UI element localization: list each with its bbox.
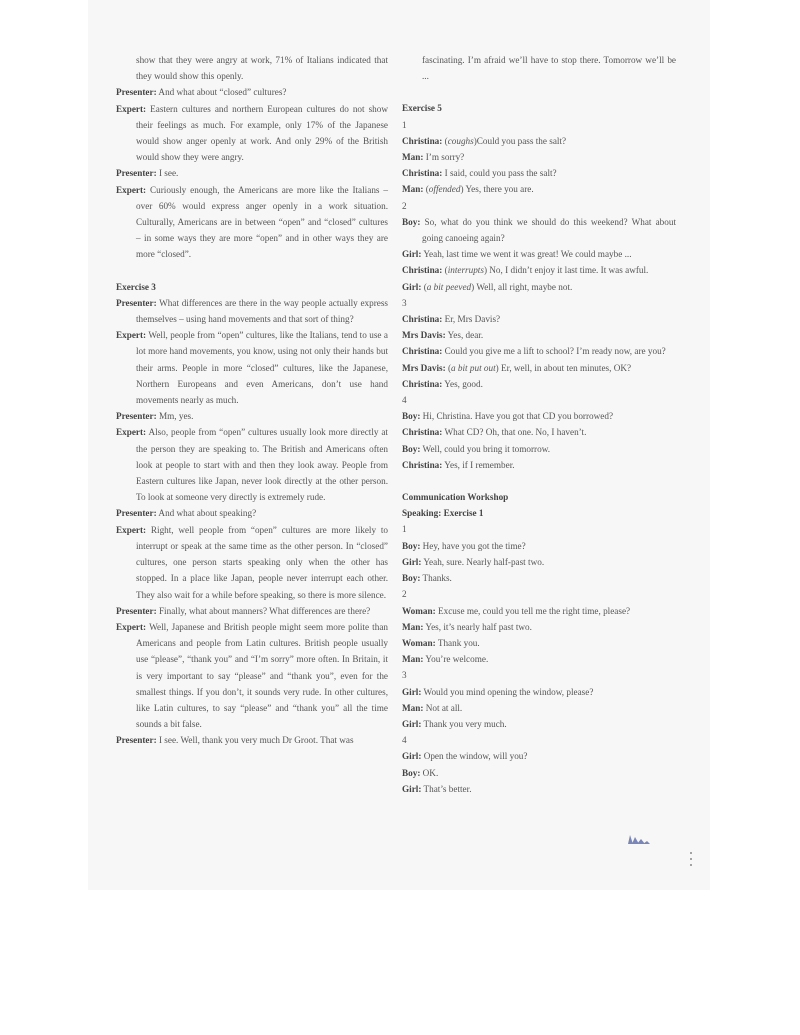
stage-direction: a bit peeved (426, 281, 472, 292)
speaker-label: Woman: (402, 637, 436, 648)
stage-direction: interrupts (447, 265, 484, 276)
dialogue-number: 1 (402, 524, 407, 535)
dialogue-line (402, 765, 676, 781)
speech-text: Eastern cultures and northern European cultures do not show their feelings as much. For example, only 17% of the Japanese would show anger openly at work. And only 29% of the British would show they were angry. (136, 103, 388, 163)
speaker-label: Mrs Davis: (402, 330, 446, 341)
dialogue-number: 3 (402, 670, 407, 681)
dialogue-line (402, 424, 676, 440)
publisher-logo-icon (627, 833, 651, 845)
dialogue-line (402, 457, 676, 473)
speaker-label: Girl: (402, 249, 422, 260)
continued-paragraph: show that they were angry at work, 71% of Italians indicated that they would show this openly. (136, 55, 388, 82)
speech-text: Well, Japanese and British people might seem more polite than Americans and people from Latin cultures. British people usually use “please”, “thank you” and “I’m sorry” more often. In Britain, it is very important to say “please” and “thank you”, even for the smallest things. If you don’t, it sounds very rude. In other cultures, like Latin cultures, to say “please” and “thank you” all the time sounds a bit false. (136, 621, 388, 730)
speaker-label: Christina: (402, 378, 443, 389)
dialogue-line (116, 522, 388, 603)
dialogue-line (402, 408, 676, 424)
speaker-label: Presenter: (116, 508, 157, 519)
speech-text: Also, people from “open” cultures usually look more directly at the person they are speaking to. The British and Americans often look at people to start with and then they look away. People from Eastern cultures like Japan, never look directly at the other person. To look at someone very directly is extremely rude. (136, 427, 388, 503)
speech-text: ) Er, well, in about ten minutes, OK? (495, 362, 632, 373)
section-heading: Exercise 5 (402, 103, 442, 114)
dialogue-number: 1 (402, 119, 407, 130)
speech-text: That’s better. (421, 783, 472, 794)
speaker-label: Christina: (402, 314, 443, 325)
dialogue-line (402, 279, 676, 295)
speech-text: I’m sorry? (423, 152, 465, 163)
speaker-label: Expert: (116, 524, 147, 535)
speech-text: Not at all. (423, 702, 463, 713)
speech-text: ) Yes, there you are. (460, 184, 534, 195)
speaker-label: Expert: (116, 621, 147, 632)
speech-text: ) Well, all right, maybe not. (471, 281, 573, 292)
dialogue-number: 3 (402, 297, 407, 308)
speech-text: Well, people from “open” cultures, like the Italians, tend to use a lot more hand movements, you know, using not only their hands but their arms. People in more “closed” cultures, like the Japanese, Northern Europeans and even Americans, don’t use hand movements nearly as much. (136, 330, 388, 406)
spacer (402, 84, 676, 100)
speaker-label: Presenter: (116, 605, 157, 616)
stage-direction: coughs (447, 135, 474, 146)
dialogue-line (402, 149, 676, 165)
dialogue-line (116, 732, 388, 748)
dialogue-line (116, 408, 388, 424)
dialogue-line (116, 327, 388, 408)
speaker-label: Man: (402, 702, 424, 713)
speaker-label: Man: (402, 184, 424, 195)
speaker-label: Man: (402, 152, 424, 163)
speaker-label: Presenter: (116, 735, 157, 746)
stage-direction-open: ( (442, 265, 448, 276)
dialogue-number: 4 (402, 735, 407, 746)
speaker-label: Expert: (116, 184, 147, 195)
dialogue-line (116, 295, 388, 327)
speaker-label: Boy: (402, 540, 421, 551)
speech-text: And what about “closed” cultures? (156, 87, 287, 98)
speaker-label: Christina: (402, 135, 443, 146)
speech-text: Yes, it’s nearly half past two. (423, 621, 532, 632)
dialogue-line (402, 651, 676, 667)
stage-direction-open: ( (421, 281, 427, 292)
speech-text: Yes, dear. (445, 330, 484, 341)
speech-text: Thanks. (420, 573, 452, 584)
speaker-label: Christina: (402, 168, 443, 179)
dialogue-line (116, 84, 388, 100)
speaker-label: Presenter: (116, 87, 157, 98)
speech-text: Would you mind opening the window, please? (421, 686, 594, 697)
speaker-label: Boy: (402, 573, 421, 584)
speaker-label: Man: (402, 621, 424, 632)
stage-direction-open: ( (442, 135, 448, 146)
stage-direction: offended (428, 184, 461, 195)
spacer (402, 473, 676, 489)
dialogue-number: 2 (402, 200, 407, 211)
speaker-label: Girl: (402, 751, 422, 762)
speech-text: ) No, I didn’t enjoy it last time. It was awful. (483, 265, 649, 276)
speech-text: What differences are there in the way people actually express themselves – using hand movements and that sort of thing? (136, 297, 388, 325)
dialogue-line (402, 133, 676, 149)
speech-text: Well, could you bring it tomorrow. (420, 443, 551, 454)
speech-text: Hey, have you got the time? (420, 540, 526, 551)
continued-paragraph: fascinating. I’m afraid we’ll have to stop there. Tomorrow we’ll be ... (422, 55, 676, 82)
speaker-label: Mrs Davis: (402, 362, 446, 373)
speaker-label: Man: (402, 654, 424, 665)
speaker-label: Expert: (116, 427, 147, 438)
speaker-label: Christina: (402, 459, 443, 470)
speech-text: I see. Well, thank you very much Dr Groot. That was (156, 735, 354, 746)
speech-text: Thank you very much. (421, 718, 507, 729)
dialogue-line (402, 748, 676, 764)
dialogue-line (402, 360, 676, 376)
speech-text: Yeah, last time we went it was great! We could maybe ... (421, 249, 632, 260)
dialogue-line (402, 570, 676, 586)
stage-direction-open: ( (445, 362, 451, 373)
speech-text: Yes, good. (442, 378, 483, 389)
left-column (116, 52, 388, 749)
dialogue-line (116, 424, 388, 505)
section-heading: Exercise 3 (116, 281, 156, 292)
speech-text: )Could you pass the salt? (473, 135, 567, 146)
speech-text: Yeah, sure. Nearly half-past two. (421, 556, 545, 567)
speech-text: Thank you. (435, 637, 480, 648)
speaker-label: Girl: (402, 556, 422, 567)
speech-text: Could you give me a lift to school? I’m ready now, are you? (442, 346, 666, 357)
dialogue-line (402, 635, 676, 651)
dialogue-line (402, 165, 676, 181)
dialogue-line (402, 214, 676, 246)
speaker-label: Girl: (402, 281, 422, 292)
speech-text: Er, Mrs Davis? (442, 314, 501, 325)
right-column (402, 52, 676, 797)
speaker-label: Expert: (116, 103, 147, 114)
speaker-label: Boy: (402, 216, 421, 227)
speaker-label: Boy: (402, 767, 421, 778)
dialogue-line (402, 619, 676, 635)
dialogue-number: 4 (402, 395, 407, 406)
speaker-label: Christina: (402, 346, 443, 357)
dialogue-line (402, 716, 676, 732)
speech-text: Yes, if I remember. (442, 459, 515, 470)
speech-text: And what about speaking? (156, 508, 257, 519)
scan-speck (689, 852, 693, 872)
speech-text: I see. (156, 168, 179, 179)
speech-text: I said, could you pass the salt? (442, 168, 557, 179)
dialogue-line (402, 603, 676, 619)
speech-text: So, what do you think we should do this weekend? What about going canoeing again? (420, 216, 676, 244)
dialogue-line (402, 684, 676, 700)
stage-direction-open: ( (423, 184, 429, 195)
speech-text: What CD? Oh, that one. No, I haven’t. (442, 427, 587, 438)
speech-text: Open the window, will you? (421, 751, 528, 762)
dialogue-line (402, 781, 676, 797)
section-heading: Speaking: Exercise 1 (402, 508, 484, 519)
speaker-label: Girl: (402, 783, 422, 794)
dialogue-line (116, 505, 388, 521)
speaker-label: Girl: (402, 686, 422, 697)
spacer (116, 263, 388, 279)
speaker-label: Presenter: (116, 297, 157, 308)
speaker-label: Girl: (402, 718, 422, 729)
speaker-label: Christina: (402, 265, 443, 276)
speech-text: Right, well people from “open” cultures are more likely to interrupt or speak at the same time as the other person. In “closed” cultures, one person starts speaking only when the other has stopped. In a place like Japan, people never interrupt each other. They also wait for a while before speaking, so there is more silence. (136, 524, 388, 600)
dialogue-number: 2 (402, 589, 407, 600)
dialogue-line (116, 101, 388, 166)
speaker-label: Boy: (402, 443, 421, 454)
dialogue-line (402, 538, 676, 554)
dialogue-line (116, 182, 388, 263)
dialogue-line (116, 619, 388, 732)
speaker-label: Woman: (402, 605, 436, 616)
speaker-label: Christina: (402, 427, 443, 438)
speech-text: Curiously enough, the Americans are more like the Italians – over 60% would express anger openly in a work situation. Culturally, Americans are in between “open” and “closed” cultures – in some ways they are more “open” and in other ways they are more “closed”. (136, 184, 388, 260)
dialogue-line (116, 603, 388, 619)
speaker-label: Presenter: (116, 411, 157, 422)
speech-text: Excuse me, could you tell me the right time, please? (435, 605, 631, 616)
dialogue-line (402, 181, 676, 197)
dialogue-line (402, 327, 676, 343)
speech-text: OK. (420, 767, 439, 778)
section-heading: Communication Workshop (402, 492, 509, 503)
speaker-label: Expert: (116, 330, 147, 341)
dialogue-line (402, 262, 676, 278)
dialogue-line (402, 554, 676, 570)
stage-direction: a bit put out (451, 362, 496, 373)
speech-text: You’re welcome. (423, 654, 489, 665)
speech-text: Finally, what about manners? What differences are there? (156, 605, 371, 616)
speaker-label: Boy: (402, 411, 421, 422)
dialogue-line (402, 700, 676, 716)
speech-text: Hi, Christina. Have you got that CD you borrowed? (420, 411, 614, 422)
dialogue-line (402, 376, 676, 392)
dialogue-line (116, 165, 388, 181)
dialogue-line (402, 343, 676, 359)
speech-text: Mm, yes. (156, 411, 194, 422)
dialogue-line (402, 311, 676, 327)
speaker-label: Presenter: (116, 168, 157, 179)
dialogue-line (402, 441, 676, 457)
dialogue-line (402, 246, 676, 262)
